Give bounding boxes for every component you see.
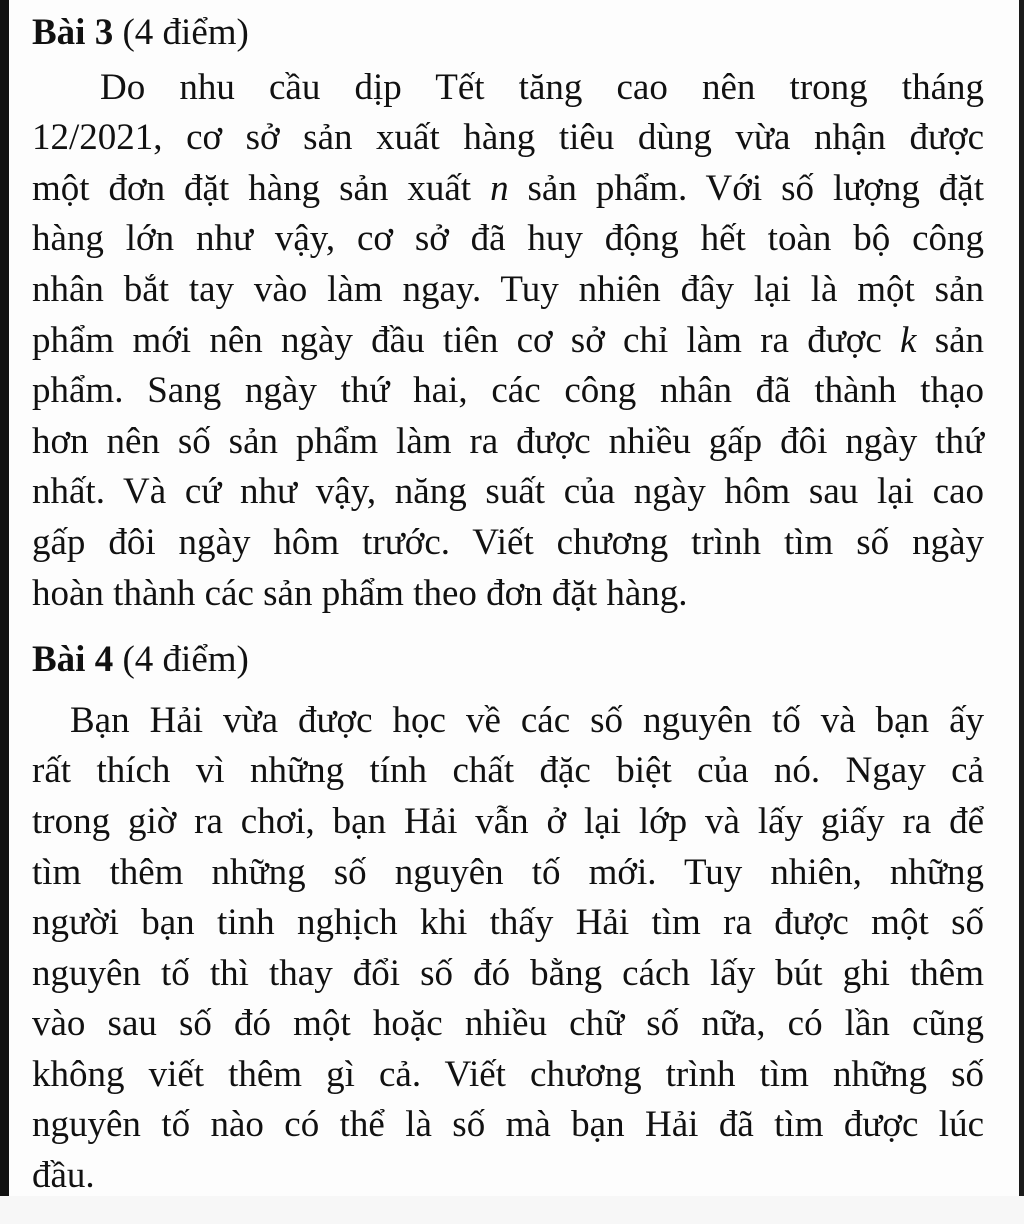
problem-3-line-6-text-a: phẩm mới nên ngày đầu tiên cơ sở chỉ làm ra được <box>32 319 882 361</box>
problem-4-points: (4 điểm) <box>122 639 249 681</box>
problem-4-line-5: người bạn tinh nghịch khi thấy Hải tìm ra được một số <box>32 902 984 944</box>
problem-4-line-4: tìm thêm những số nguyên tố mới. Tuy nhiên, những <box>32 851 984 893</box>
problem-4-line-10: đầu. <box>32 1155 95 1197</box>
problem-4-label: Bài 4 <box>32 639 114 681</box>
problem-3-line-6-text-b: sản <box>934 319 985 361</box>
left-edge-border <box>0 0 9 1224</box>
problem-3-line-10: gấp đôi ngày hôm trước. Viết chương trình tìm số ngày <box>32 521 984 563</box>
problem-4-line-2: rất thích vì những tính chất đặc biệt của nó. Ngay cả <box>32 750 984 792</box>
problem-3-line-3-text-a: một đơn đặt hàng sản xuất <box>32 167 472 209</box>
problem-3-line-9: nhất. Và cứ như vậy, năng suất của ngày hôm sau lại cao <box>32 471 984 513</box>
right-edge-border <box>1019 0 1024 1224</box>
problem-4-text <box>32 696 984 1202</box>
problem-4-line-8: không viết thêm gì cả. Viết chương trình tìm những số <box>32 1053 984 1095</box>
problem-3-line-4: hàng lớn như vậy, cơ sở đã huy động hết toàn bộ công <box>32 218 984 260</box>
problem-3-points: (4 điểm) <box>122 12 249 53</box>
problem-4-line-6: nguyên tố thì thay đổi số đó bằng cách lấy bút ghi thêm <box>32 952 984 994</box>
problem-3-label: Bài 3 <box>32 12 114 53</box>
problem-4-line-3: trong giờ ra chơi, bạn Hải vẫn ở lại lớp và lấy giấy ra để <box>32 800 984 842</box>
variable-n: n <box>490 167 509 209</box>
problem-3-line-8: hơn nên số sản phẩm làm ra được nhiều gấp đôi ngày thứ <box>32 420 984 462</box>
problem-3-line-11: hoàn thành các sản phẩm theo đơn đặt hàng. <box>32 572 688 614</box>
problem-4-line-7: vào sau số đó một hoặc nhiều chữ số nữa, có lần cũng <box>32 1003 984 1045</box>
problem-3-line-6 <box>32 316 984 367</box>
problem-3-line-7: phẩm. Sang ngày thứ hai, các công nhân đã thành thạo <box>32 370 984 412</box>
problem-4-line-1: Bạn Hải vừa được học về các số nguyên tố và bạn ấy <box>70 699 984 741</box>
document-body <box>32 0 984 1202</box>
problem-3-line-3 <box>32 164 984 215</box>
problem-4-line-9: nguyên tố nào có thể là số mà bạn Hải đã tìm được lúc <box>32 1104 984 1146</box>
problem-3-line-2: 12/2021, cơ sở sản xuất hàng tiêu dùng vừa nhận được <box>32 117 984 159</box>
problem-3-line-5: nhân bắt tay vào làm ngay. Tuy nhiên đây lại là một sản <box>32 268 984 310</box>
problem-3-line-3-text-b: sản phẩm. Với số lượng đặt <box>527 167 985 209</box>
problem-3-text <box>32 63 984 620</box>
problem-3-heading <box>32 0 984 59</box>
problem-4-heading <box>32 627 984 686</box>
problem-3-line-1: Do nhu cầu dịp Tết tăng cao nên trong tháng <box>100 66 984 108</box>
variable-k: k <box>900 319 917 361</box>
